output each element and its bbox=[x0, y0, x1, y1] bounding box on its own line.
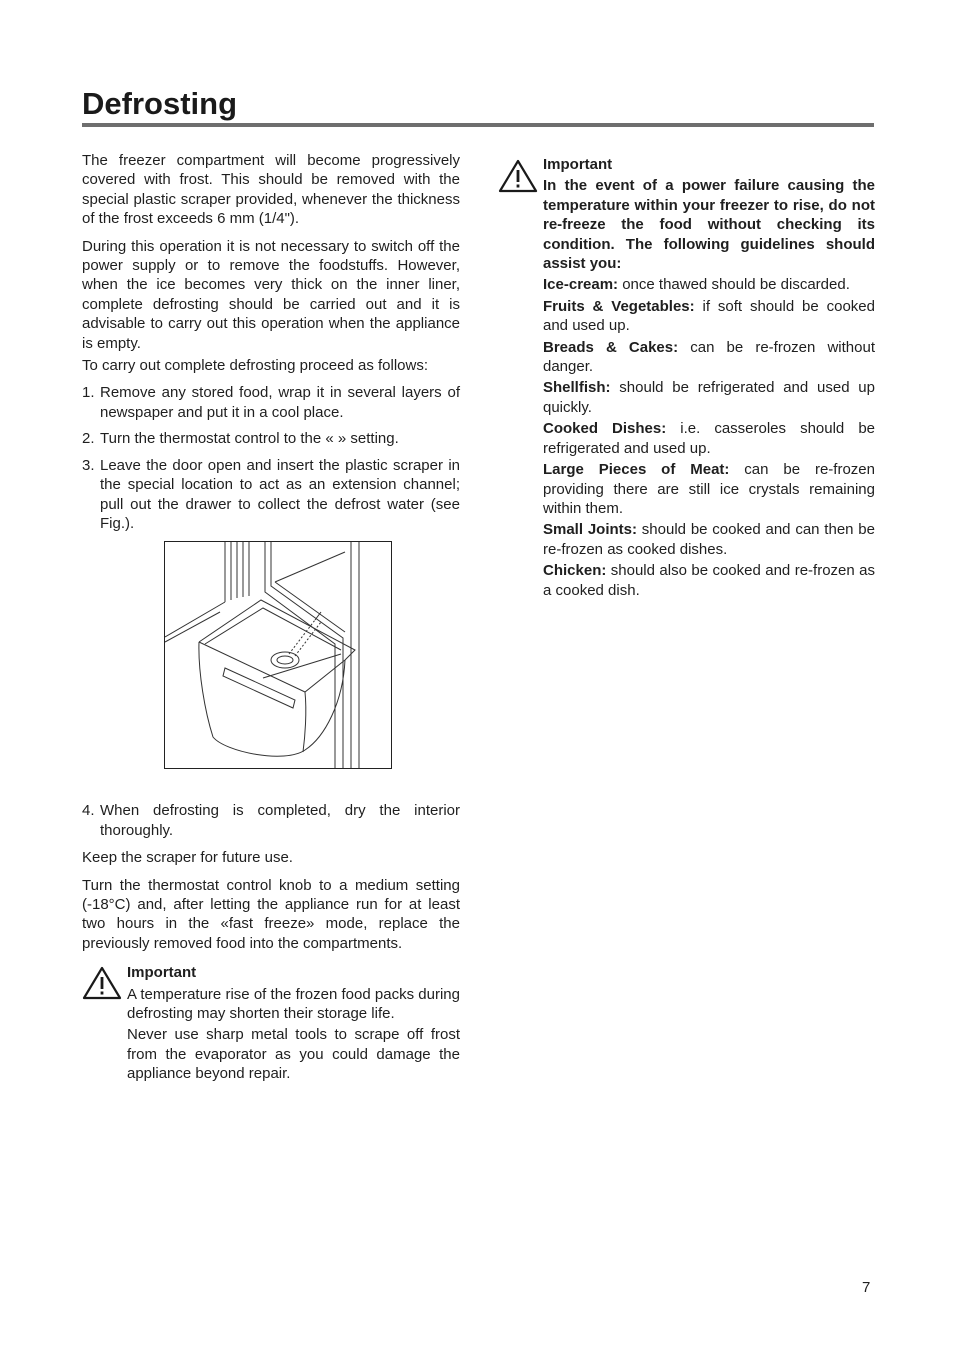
list-item: 3. Leave the door open and insert the plastic scraper in the special location to act as an extension channel; pull out the drawer to collect the defrost water (see Fig.). bbox=[82, 456, 460, 532]
thermostat-paragraph: Turn the thermostat control knob to a medium setting (-18°C) and, after letting the appliance run for at least two hours in the «fast freeze» mode, replace the previously removed food into the compartments. bbox=[82, 876, 460, 952]
right-column bbox=[498, 155, 875, 602]
left-column bbox=[82, 151, 460, 1086]
defrost-drawer-illustration bbox=[164, 541, 392, 769]
intro-paragraph: The freezer compartment will become progressively covered with frost. This should be removed with the special plastic scraper provided, whenever the thickness of the frost exceeds 6 mm (1/4"). bbox=[82, 152, 460, 228]
important-heading: Important bbox=[543, 156, 613, 173]
important-notice-power-failure bbox=[498, 155, 875, 600]
defrost-steps-continued bbox=[82, 801, 460, 840]
title-rule bbox=[82, 123, 874, 127]
list-item: 1. Remove any stored food, wrap it in several layers of newspaper and put it in a cool place. bbox=[82, 384, 460, 421]
list-item: Chicken: should also be cooked and re-frozen as a cooked dish. bbox=[543, 562, 875, 599]
warning-text: A temperature rise of the frozen food packs during defrosting may shorten their storage life. bbox=[127, 985, 460, 1022]
warning-text: Never use sharp metal tools to scrape off frost from the evaporator as you could damage the appliance beyond repair. bbox=[127, 1026, 460, 1083]
list-item: Large Pieces of Meat: can be re-frozen providing there are still ice crystals remaining within them. bbox=[543, 461, 875, 517]
scraper-note: Keep the scraper for future use. bbox=[82, 849, 293, 867]
important-notice-defrost bbox=[82, 963, 460, 1083]
list-item: Cooked Dishes: i.e. casseroles should be refrigerated and used up. bbox=[543, 420, 875, 457]
warning-triangle-icon bbox=[498, 159, 538, 193]
list-item: Small Joints: should be cooked and can then be re-frozen as cooked dishes. bbox=[543, 521, 875, 558]
procedure-intro: To carry out complete defrosting proceed as follows: bbox=[82, 357, 429, 375]
warning-triangle-icon bbox=[82, 966, 122, 1000]
operation-paragraph: During this operation it is not necessary to switch off the power supply or to remove the foodstuffs. However, when the ice becomes very thick on the inner liner, complete defrosting should be carried out and it is advisable to carry out this operation when the appliance is empty. bbox=[82, 237, 460, 352]
important-heading: Important bbox=[127, 964, 197, 982]
list-item: 4. When defrosting is completed, dry the interior thoroughly. bbox=[82, 802, 460, 839]
power-failure-intro: In the event of a power failure causing the temperature within your freezer to rise, do not re-freeze the food without checking its condition. The following guidelines should assist you: bbox=[543, 177, 875, 273]
page-number: 7 bbox=[862, 1279, 871, 1296]
list-item: Ice-cream: once thawed should be discarded. bbox=[543, 276, 850, 294]
list-item: 2. Turn the thermostat control to the « » setting. bbox=[82, 430, 399, 448]
defrost-steps bbox=[82, 383, 460, 533]
list-item: Fruits & Vegetables: if soft should be cooked and used up. bbox=[543, 297, 875, 335]
list-item: Breads & Cakes: can be re-frozen without danger. bbox=[543, 338, 875, 376]
page-title: Defrosting bbox=[82, 86, 237, 121]
list-item: Shellfish: should be refrigerated and used up quickly. bbox=[543, 379, 875, 416]
